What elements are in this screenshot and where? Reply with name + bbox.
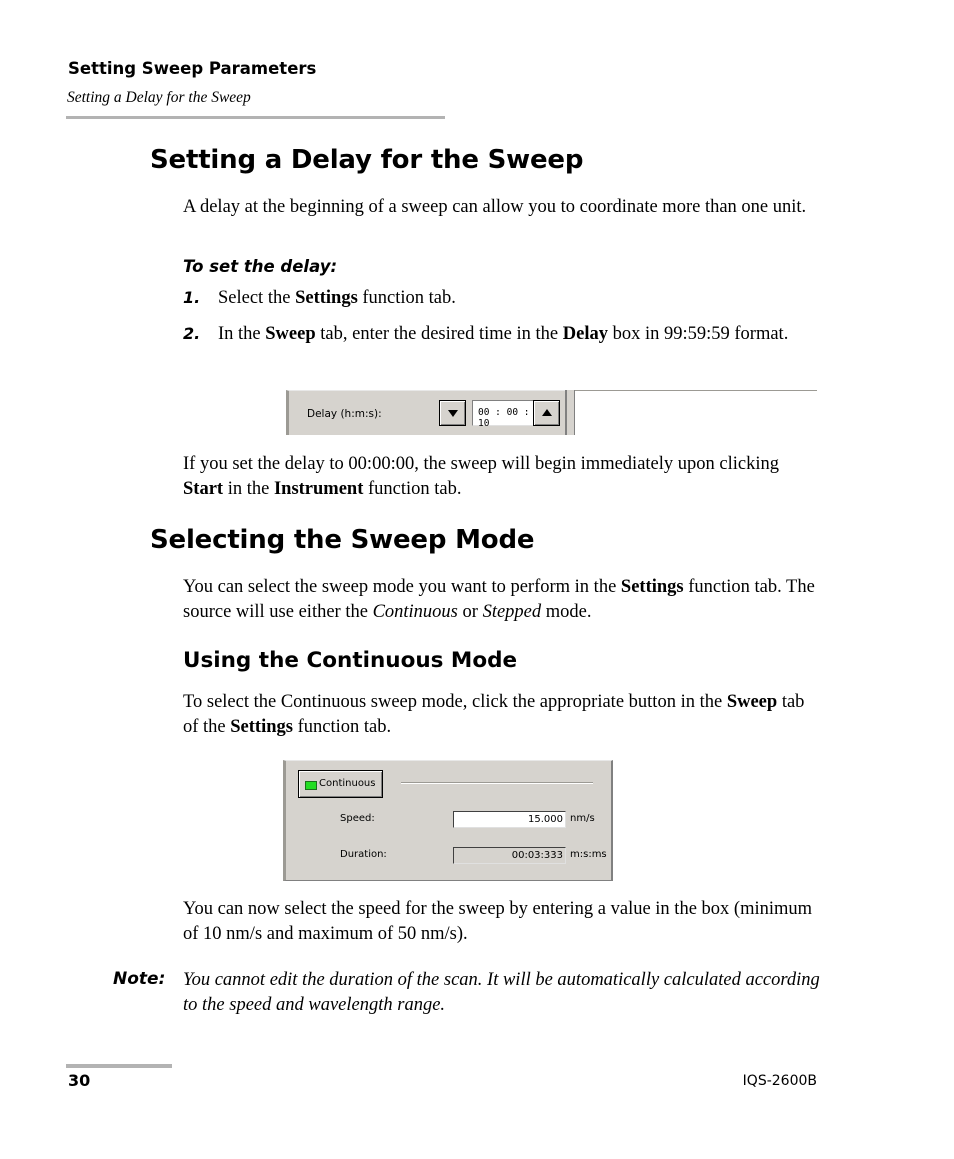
panel-top-line — [575, 390, 817, 391]
step-number: 1. — [183, 288, 201, 307]
triangle-down-icon — [448, 410, 458, 417]
delay-time-input[interactable]: 00 : 00 : 10 — [472, 400, 534, 426]
duration-label: Duration: — [340, 849, 387, 860]
page-number: 30 — [68, 1071, 91, 1090]
continuous-intro-paragraph: To select the Continuous sweep mode, click the appropriate button in the Sweep tab of the Settings function tab. — [183, 692, 805, 737]
panel-edge — [565, 390, 575, 435]
note-label: Note: — [113, 969, 166, 989]
running-header-subtitle: Setting a Delay for the Sweep — [67, 89, 251, 106]
speed-unit: nm/s — [570, 813, 595, 824]
delay-panel — [286, 390, 575, 435]
step-text: Select the Settings function tab. — [218, 288, 456, 308]
section-heading-sweep-mode: Selecting the Sweep Mode — [150, 525, 535, 555]
delay-label: Delay (h:m:s): — [307, 408, 382, 420]
subheading-continuous-mode: Using the Continuous Mode — [183, 648, 518, 673]
product-name: IQS-2600B — [742, 1073, 817, 1089]
section-heading-delay: Setting a Delay for the Sweep — [150, 145, 584, 175]
duration-field: 00:03:333 — [453, 847, 566, 864]
delay-decrement-button[interactable] — [439, 400, 466, 426]
step-number: 2. — [183, 324, 201, 343]
continuous-mode-screenshot — [283, 760, 613, 881]
triangle-up-icon — [542, 409, 552, 416]
footer-divider — [66, 1064, 172, 1068]
header-divider — [66, 116, 445, 119]
running-header-title: Setting Sweep Parameters — [68, 59, 317, 78]
delay-control-screenshot — [286, 390, 817, 435]
speed-paragraph: You can now select the speed for the sweep by entering a value in the box (minimum of 10 nm/s and maximum of 50 nm/s). — [183, 899, 813, 944]
speed-label: Speed: — [340, 813, 375, 824]
step-text: In the Sweep tab, enter the desired time in the Delay box in 99:59:59 format. — [218, 324, 789, 344]
continuous-button-label: Continuous — [319, 778, 376, 789]
delay-after-paragraph: If you set the delay to 00:00:00, the sweep will begin immediately upon clicking Start in the Instrument function tab. — [183, 454, 779, 499]
sweep-mode-intro-paragraph: You can select the sweep mode you want to perform in the Settings function tab. The source will use either the Continuous or Stepped mode. — [183, 577, 815, 622]
speed-input[interactable]: 15.000 — [453, 811, 566, 828]
led-indicator-icon — [305, 781, 317, 790]
duration-unit: m:s:ms — [570, 849, 607, 860]
procedure-title: To set the delay: — [183, 257, 338, 276]
note-text: You cannot edit the duration of the scan. It will be automatically calculated according to the speed and wavelength range. — [183, 970, 820, 1015]
continuous-button[interactable] — [298, 770, 383, 798]
group-divider — [401, 782, 593, 784]
delay-intro-paragraph: A delay at the beginning of a sweep can allow you to coordinate more than one unit. — [183, 197, 807, 217]
delay-increment-button[interactable] — [533, 400, 560, 426]
